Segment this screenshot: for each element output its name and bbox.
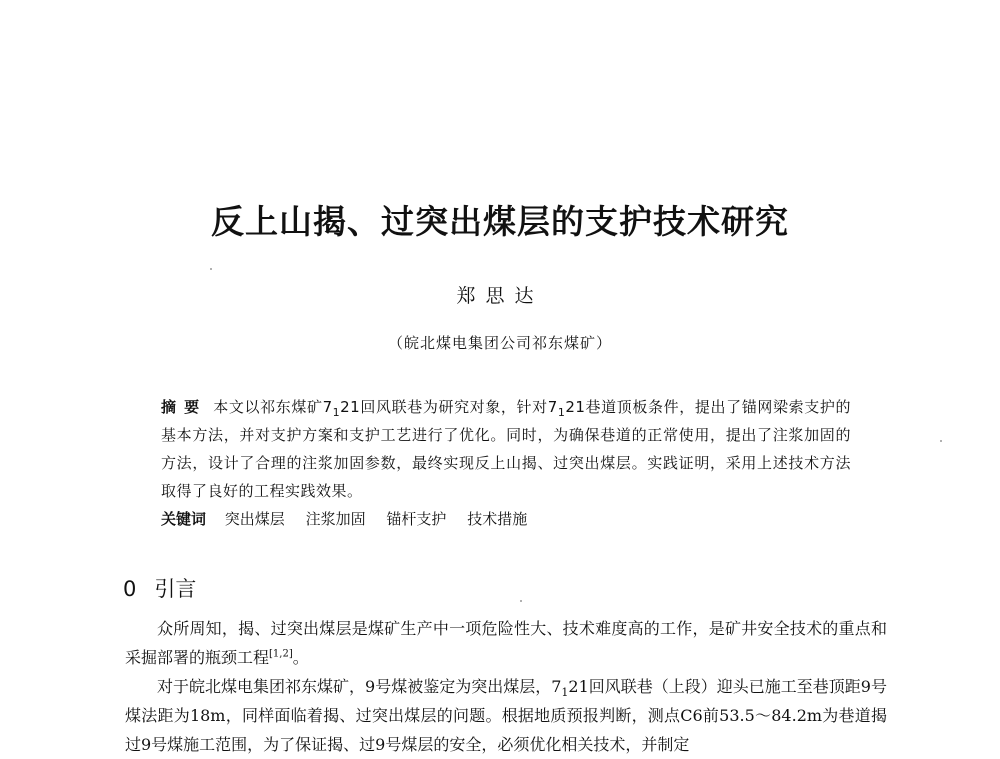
keywords-block bbox=[161, 507, 851, 531]
p2-text-a: 对于皖北煤电集团祁东煤矿，9号煤被鉴定为突出煤层，7 bbox=[157, 677, 562, 696]
abstract-label: 摘要 bbox=[161, 398, 208, 416]
abstract-text-a: 本文以祁东煤矿7 bbox=[213, 398, 333, 416]
p2-text-b: 21回风联巷（上段）迎头已施工至巷顶距9号煤法距为18m，同样面临着揭、过突出煤层的问题。根据地质预报判断，测点C6前53.5～84.2m为巷道揭过9号煤施工范围，为了保证揭、过9号煤层的安全，必须优化相关技术，并制定 bbox=[125, 677, 887, 754]
p2-sub: 1 bbox=[561, 686, 569, 700]
keyword-item: 注浆加固 bbox=[305, 510, 366, 528]
keyword-item: 技术措施 bbox=[467, 510, 528, 528]
p1-text: 众所周知，揭、过突出煤层是煤矿生产中一项危险性大、技术难度高的工作，是矿井安全技术的重点和采掘部署的瓶颈工程 bbox=[125, 619, 887, 667]
citation-ref: [1,2] bbox=[269, 648, 293, 660]
keyword-item: 突出煤层 bbox=[224, 510, 285, 528]
author-affiliation: （皖北煤电集团公司祁东煤矿） bbox=[387, 334, 612, 352]
scan-speck bbox=[940, 440, 942, 442]
abstract-text-c: 21巷道顶板条件，提出了锚网梁索支护的基本方法，并对支护方案和支护工艺进行了优化。同时，为确保巷道的正常使用，提出了注浆加固的方法，设计了合理的注浆加固参数，最终实现反上山揭、过突出煤层。实践证明，采用上述技术方法取得了良好的工程实践效果。 bbox=[161, 398, 851, 500]
author-name: 郑思达 bbox=[456, 285, 544, 307]
paragraph bbox=[125, 672, 887, 759]
paper-title: 反上山揭、过突出煤层的支护技术研究 bbox=[211, 202, 789, 241]
body-text bbox=[125, 614, 887, 759]
keywords-label: 关键词 bbox=[161, 510, 207, 528]
abstract-sub-b: 1 bbox=[557, 406, 566, 419]
abstract-text-b: 21回风联巷为研究对象，针对7 bbox=[340, 398, 558, 416]
abstract-block bbox=[161, 393, 851, 505]
paragraph bbox=[125, 614, 887, 672]
scan-speck bbox=[210, 268, 212, 270]
section-number: 0 bbox=[123, 577, 137, 601]
section-heading bbox=[123, 573, 196, 603]
abstract-sub-a: 1 bbox=[332, 406, 341, 419]
scan-speck bbox=[520, 600, 522, 602]
p1-end: 。 bbox=[292, 648, 309, 667]
keyword-item: 锚杆支护 bbox=[386, 510, 447, 528]
section-title: 引言 bbox=[154, 577, 197, 601]
